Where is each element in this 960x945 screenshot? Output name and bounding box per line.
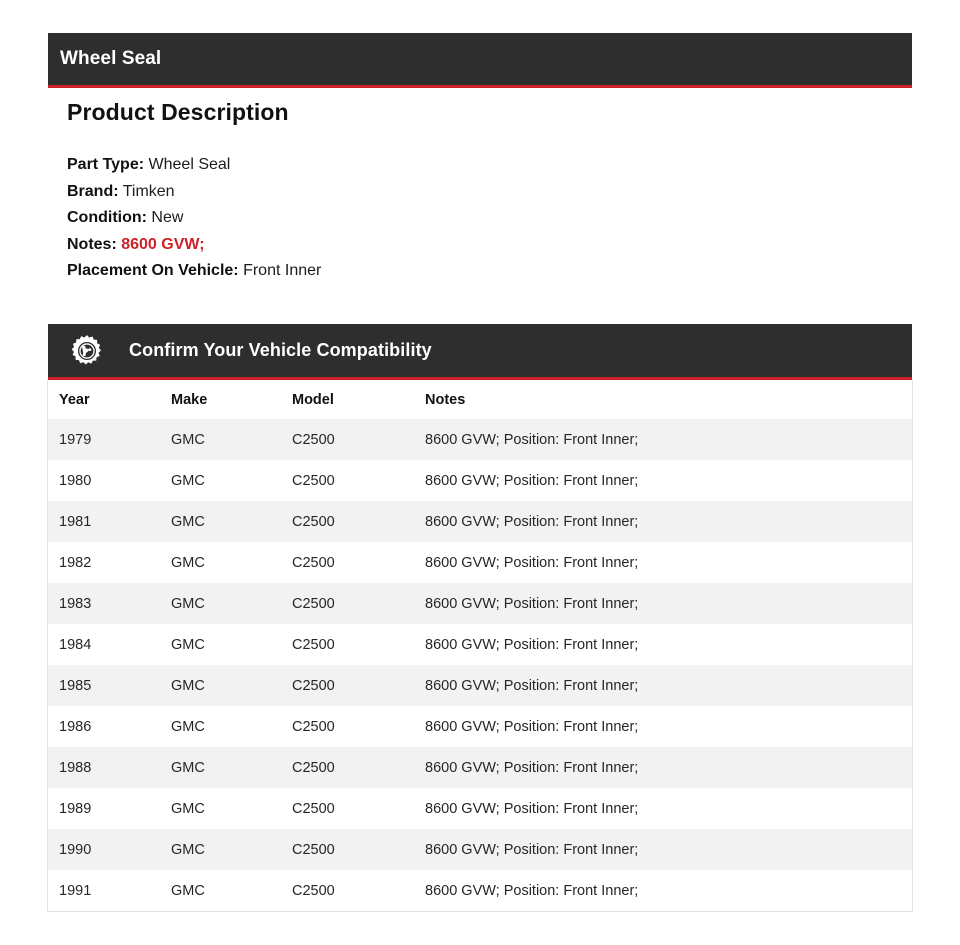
- cell-year: 1985: [48, 665, 171, 706]
- cell-notes: 8600 GVW; Position: Front Inner;: [425, 747, 912, 788]
- spec-row: [67, 232, 867, 259]
- cell-model: C2500: [292, 624, 425, 665]
- column-header-year: Year: [48, 380, 171, 419]
- spec-row: [67, 152, 867, 179]
- table-row: [48, 460, 912, 501]
- spec-label: Part Type:: [67, 156, 145, 173]
- cell-make: GMC: [171, 501, 292, 542]
- spec-value: Front Inner: [243, 262, 322, 279]
- cell-make: GMC: [171, 788, 292, 829]
- column-header-model: Model: [292, 380, 425, 419]
- cell-model: C2500: [292, 870, 425, 911]
- column-header-notes: Notes: [425, 380, 912, 419]
- cell-make: GMC: [171, 747, 292, 788]
- table-row: [48, 542, 912, 583]
- spec-label: Brand:: [67, 182, 119, 200]
- cell-model: C2500: [292, 501, 425, 542]
- cell-year: 1990: [48, 829, 171, 870]
- cell-model: C2500: [292, 419, 425, 460]
- fitment-table: [48, 380, 912, 911]
- spec-value: Wheel Seal: [148, 156, 231, 173]
- spec-row: [67, 205, 867, 232]
- cell-model: C2500: [292, 665, 425, 706]
- cell-notes: 8600 GVW; Position: Front Inner;: [425, 706, 912, 747]
- cell-notes: 8600 GVW; Position: Front Inner;: [425, 624, 912, 665]
- cell-model: C2500: [292, 542, 425, 583]
- cell-notes: 8600 GVW; Position: Front Inner;: [425, 501, 912, 542]
- cell-make: GMC: [171, 870, 292, 911]
- table-row: [48, 419, 912, 460]
- cell-model: C2500: [292, 460, 425, 501]
- table-row: [48, 870, 912, 911]
- cell-notes: 8600 GVW; Position: Front Inner;: [425, 542, 912, 583]
- spec-label: Condition:: [67, 209, 147, 226]
- cell-year: 1989: [48, 788, 171, 829]
- gear-wrench-icon: [70, 334, 104, 368]
- cell-model: C2500: [292, 788, 425, 829]
- product-title-bar: [48, 33, 912, 85]
- cell-notes: 8600 GVW; Position: Front Inner;: [425, 665, 912, 706]
- cell-model: C2500: [292, 747, 425, 788]
- cell-notes: 8600 GVW; Position: Front Inner;: [425, 460, 912, 501]
- spec-label: Placement On Vehicle:: [67, 262, 239, 279]
- cell-make: GMC: [171, 583, 292, 624]
- cell-model: C2500: [292, 706, 425, 747]
- product-description-heading: Product Description: [67, 99, 289, 125]
- spec-row: [67, 179, 867, 206]
- cell-make: GMC: [171, 542, 292, 583]
- cell-year: 1988: [48, 747, 171, 788]
- cell-notes: 8600 GVW; Position: Front Inner;: [425, 583, 912, 624]
- cell-model: C2500: [292, 583, 425, 624]
- fitment-table-body: [48, 419, 912, 911]
- cell-make: GMC: [171, 706, 292, 747]
- cell-year: 1982: [48, 542, 171, 583]
- fitment-table-container: [47, 380, 913, 912]
- cell-year: 1986: [48, 706, 171, 747]
- table-row: [48, 788, 912, 829]
- spec-value: New: [151, 209, 184, 226]
- column-header-make: Make: [171, 380, 292, 419]
- compatibility-heading: Confirm Your Vehicle Compatibility: [129, 340, 432, 360]
- cell-year: 1980: [48, 460, 171, 501]
- spec-label: Notes:: [67, 235, 117, 253]
- product-title: Wheel Seal: [60, 48, 162, 69]
- table-row: [48, 747, 912, 788]
- table-row: [48, 624, 912, 665]
- cell-make: GMC: [171, 460, 292, 501]
- cell-make: GMC: [171, 665, 292, 706]
- cell-make: GMC: [171, 419, 292, 460]
- spec-value: 8600 GVW;: [121, 235, 205, 253]
- cell-year: 1984: [48, 624, 171, 665]
- cell-notes: 8600 GVW; Position: Front Inner;: [425, 788, 912, 829]
- product-title-accent-rule: [48, 85, 912, 88]
- cell-notes: 8600 GVW; Position: Front Inner;: [425, 870, 912, 911]
- table-row: [48, 829, 912, 870]
- fitment-table-head: [48, 380, 912, 419]
- table-row: [48, 583, 912, 624]
- compatibility-header-bar: [48, 324, 912, 377]
- cell-notes: 8600 GVW; Position: Front Inner;: [425, 829, 912, 870]
- table-row: [48, 501, 912, 542]
- cell-notes: 8600 GVW; Position: Front Inner;: [425, 419, 912, 460]
- cell-year: 1983: [48, 583, 171, 624]
- table-row: [48, 665, 912, 706]
- cell-year: 1981: [48, 501, 171, 542]
- fitment-table-header-row: [48, 380, 912, 419]
- cell-model: C2500: [292, 829, 425, 870]
- spec-row: [67, 258, 867, 285]
- cell-make: GMC: [171, 624, 292, 665]
- table-row: [48, 706, 912, 747]
- cell-year: 1979: [48, 419, 171, 460]
- cell-make: GMC: [171, 829, 292, 870]
- product-spec-list: [67, 152, 867, 285]
- cell-year: 1991: [48, 870, 171, 911]
- spec-value: Timken: [122, 182, 175, 200]
